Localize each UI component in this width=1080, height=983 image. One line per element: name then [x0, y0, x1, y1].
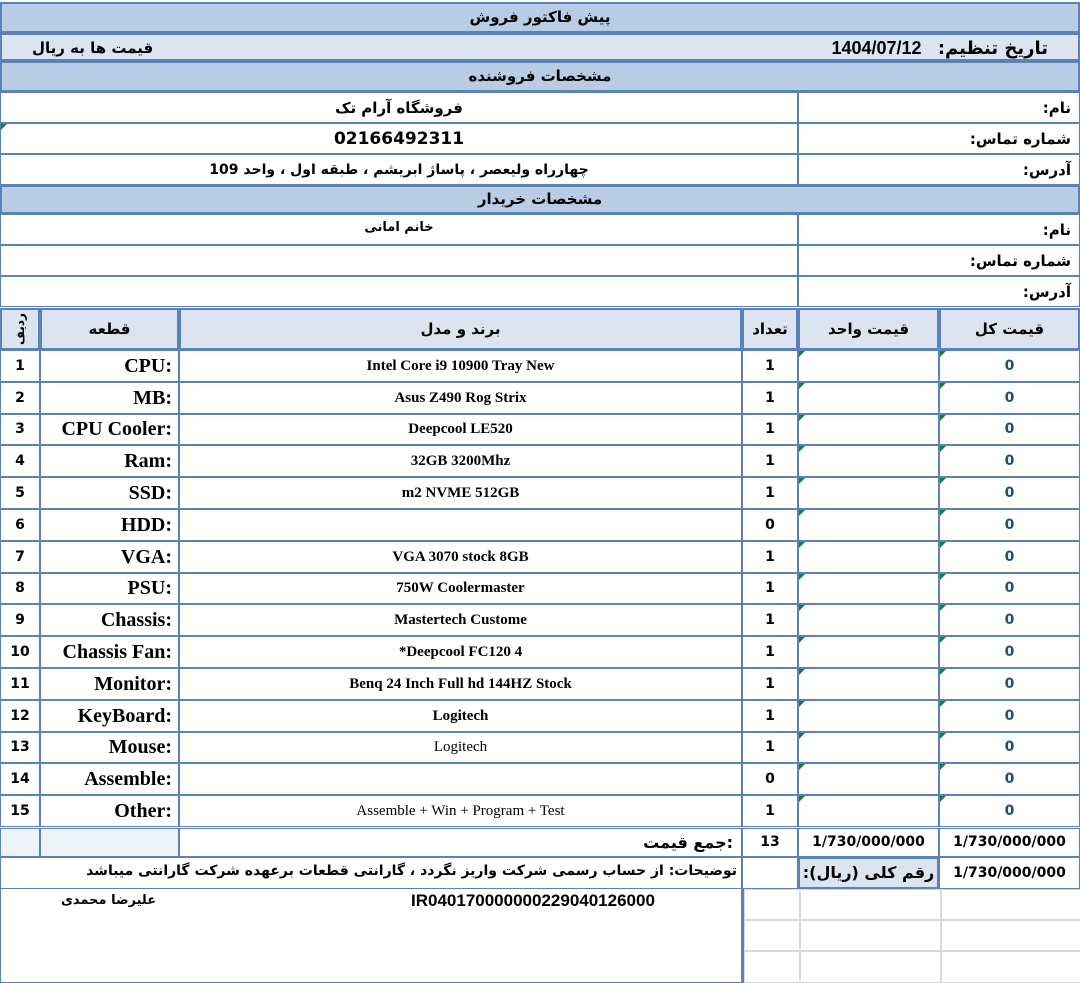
quantity-text: 1 [765, 390, 775, 406]
comment-marker-icon [940, 637, 946, 643]
unit-price[interactable] [798, 414, 939, 445]
total-price [939, 350, 1080, 382]
seller-address[interactable]: چهارراه ولیعصر ، پاساژ ابریشم ، طبقه اول ، واحد 109 [0, 154, 798, 185]
brand-model[interactable] [179, 350, 742, 382]
row-number-text: 13 [10, 739, 30, 755]
unit-price[interactable] [798, 382, 939, 414]
quantity[interactable] [742, 509, 798, 541]
sum-unit-price: 1/730/000/000 [798, 828, 939, 857]
part-name-text: HDD: [120, 514, 172, 536]
date-label [831, 35, 1048, 61]
sum-total-price: 1/730/000/000 [939, 828, 1080, 857]
quantity[interactable] [742, 541, 798, 573]
buyer-name[interactable]: خانم امانی [0, 214, 798, 245]
unit-price[interactable] [798, 477, 939, 509]
quantity[interactable] [742, 732, 798, 763]
bank-info-block [0, 889, 742, 983]
buyer-address[interactable] [0, 276, 798, 307]
part-name [40, 350, 179, 382]
comment-marker-icon [940, 796, 946, 802]
grid-cell [744, 951, 800, 983]
row-number [0, 700, 40, 732]
row-number-text: 4 [15, 453, 25, 469]
comment-marker-icon [799, 478, 805, 484]
total-price-text: 0 [1004, 771, 1015, 787]
row-number-text: 9 [15, 612, 25, 628]
col-header-qty: تعداد [742, 308, 798, 350]
sum-spacer [0, 828, 40, 857]
comment-marker-icon [940, 478, 946, 484]
brand-model[interactable] [179, 795, 742, 827]
quantity[interactable] [742, 763, 798, 795]
part-name-text: Chassis Fan: [62, 641, 172, 663]
part-name-text: Monitor: [94, 673, 172, 695]
comment-marker-icon [799, 510, 805, 516]
comment-marker-icon [799, 796, 805, 802]
part-name [40, 668, 179, 700]
comment-marker-icon [1, 124, 7, 130]
unit-price[interactable] [798, 668, 939, 700]
row-number-text: 15 [10, 803, 30, 819]
total-price-text: 0 [1004, 549, 1015, 565]
brand-model[interactable] [179, 414, 742, 445]
currency-note: قیمت ها به ریال [32, 39, 154, 57]
comment-marker-icon [799, 446, 805, 452]
total-price [939, 732, 1080, 763]
row-number-text: 7 [15, 549, 25, 565]
part-name [40, 795, 179, 827]
grid-cell [941, 951, 1080, 983]
part-name-text: Mouse: [108, 736, 172, 758]
total-price [939, 509, 1080, 541]
comment-marker-icon [799, 574, 805, 580]
part-name-text: VGA: [120, 546, 172, 568]
col-header-row-number [0, 308, 40, 350]
quantity[interactable] [742, 700, 798, 732]
brand-model[interactable] [179, 668, 742, 700]
total-price [939, 604, 1080, 636]
row-number [0, 414, 40, 445]
unit-price[interactable] [798, 350, 939, 382]
quantity-text: 1 [765, 676, 775, 692]
sum-spacer-2 [40, 828, 179, 857]
seller-name-label: نام: [798, 92, 1080, 123]
total-price-text: 0 [1004, 358, 1015, 374]
grid-cell [800, 920, 941, 951]
quantity[interactable] [742, 636, 798, 668]
brand-model-text: *Deepcool FC120 4 [398, 644, 523, 660]
row-number [0, 350, 40, 382]
grid-cell [744, 920, 800, 951]
row-number [0, 763, 40, 795]
part-name-text: MB: [133, 387, 172, 409]
unit-price[interactable] [798, 541, 939, 573]
buyer-phone[interactable] [0, 245, 798, 276]
brand-model[interactable] [179, 573, 742, 604]
total-price [939, 636, 1080, 668]
total-price [939, 541, 1080, 573]
quantity[interactable] [742, 350, 798, 382]
quantity[interactable] [742, 414, 798, 445]
row-number [0, 795, 40, 827]
brand-model[interactable] [179, 636, 742, 668]
brand-model-text: Intel Core i9 10900 Tray New [366, 358, 555, 374]
comment-marker-icon [940, 415, 946, 421]
row-number-text: 3 [15, 421, 25, 437]
brand-model-text: Asus Z490 Rog Strix [394, 390, 527, 406]
quantity[interactable] [742, 795, 798, 827]
total-price-text: 0 [1004, 390, 1015, 406]
sum-qty: 13 [742, 828, 798, 857]
brand-model-text: 750W Coolermaster [396, 580, 525, 596]
quantity-text: 0 [765, 517, 775, 533]
grand-total-value: 1/730/000/000 [939, 857, 1080, 889]
date-row [0, 33, 1080, 61]
total-price-text: 0 [1004, 708, 1015, 724]
grid-cell [941, 920, 1080, 951]
comment-marker-icon [799, 733, 805, 739]
total-price [939, 668, 1080, 700]
row-number [0, 382, 40, 414]
seller-heading: مشخصات فروشنده [0, 61, 1080, 92]
grand-spacer [742, 857, 798, 889]
comment-marker-icon [940, 383, 946, 389]
row-number-text: 6 [15, 517, 25, 533]
brand-model-text: Logitech [433, 739, 488, 755]
buyer-heading: مشخصات خریدار [0, 185, 1080, 214]
total-price [939, 700, 1080, 732]
total-price [939, 445, 1080, 477]
comment-marker-icon [799, 701, 805, 707]
empty-grid-area [742, 889, 1080, 983]
unit-price[interactable] [798, 732, 939, 763]
row-number-text: 2 [15, 390, 25, 406]
comment-marker-icon [799, 351, 805, 357]
sum-label: :جمع قیمت [179, 828, 742, 857]
quantity-text: 1 [765, 739, 775, 755]
grid-cell [744, 889, 800, 920]
seller-name[interactable]: فروشگاه آرام تک [0, 92, 798, 123]
part-name [40, 763, 179, 795]
row-number-text: 14 [10, 771, 30, 787]
part-name [40, 573, 179, 604]
part-name [40, 445, 179, 477]
row-number-text: 12 [10, 708, 30, 724]
row-number-text: 5 [15, 485, 25, 501]
quantity[interactable] [742, 604, 798, 636]
comment-marker-icon [799, 605, 805, 611]
brand-model-text: Assemble + Win + Program + Test [356, 803, 565, 819]
part-name-text: Chassis: [100, 609, 172, 631]
comment-marker-icon [940, 574, 946, 580]
total-price-text: 0 [1004, 612, 1015, 628]
quantity-text: 1 [765, 549, 775, 565]
brand-model[interactable] [179, 509, 742, 541]
quantity-text: 1 [765, 612, 775, 628]
buyer-name-label: نام: [798, 214, 1080, 245]
part-name-text: KeyBoard: [77, 705, 172, 727]
total-price-text: 0 [1004, 421, 1015, 437]
part-name [40, 509, 179, 541]
part-name-text: SSD: [128, 482, 172, 504]
comment-marker-icon [799, 637, 805, 643]
brand-model[interactable] [179, 732, 742, 763]
quantity-text: 1 [765, 485, 775, 501]
unit-price[interactable] [798, 509, 939, 541]
row-number-text: 10 [10, 644, 30, 660]
col-header-total-price: قیمت کل [939, 308, 1080, 350]
unit-price[interactable] [798, 763, 939, 795]
brand-model[interactable] [179, 604, 742, 636]
unit-price[interactable] [798, 573, 939, 604]
buyer-phone-label: شماره تماس: [798, 245, 1080, 276]
brand-model-text: VGA 3070 stock 8GB [392, 549, 529, 565]
date-value[interactable]: 1404/07/12 [831, 38, 922, 58]
comment-marker-icon [940, 764, 946, 770]
comment-marker-icon [940, 446, 946, 452]
brand-model-text: Deepcool LE520 [408, 421, 513, 437]
row-number [0, 668, 40, 700]
comment-marker-icon [799, 764, 805, 770]
quantity[interactable] [742, 573, 798, 604]
part-name [40, 700, 179, 732]
comment-marker-icon [940, 351, 946, 357]
part-name-text: Ram: [124, 450, 172, 472]
total-price-text: 0 [1004, 739, 1015, 755]
col-header-part: قطعه [40, 308, 179, 350]
comment-marker-icon [799, 415, 805, 421]
part-name [40, 636, 179, 668]
part-name [40, 541, 179, 573]
part-name-text: CPU: [124, 355, 172, 377]
brand-model-text: 32GB 3200Mhz [410, 453, 511, 469]
brand-model[interactable] [179, 541, 742, 573]
buyer-address-label: آدرس: [798, 276, 1080, 307]
total-price-text: 0 [1004, 580, 1015, 596]
total-price-text: 0 [1004, 644, 1015, 660]
quantity-text: 1 [765, 421, 775, 437]
unit-price[interactable] [798, 700, 939, 732]
row-number [0, 573, 40, 604]
part-name-text: PSU: [127, 577, 172, 599]
brand-model-text: m2 NVME 512GB [401, 485, 520, 501]
brand-model-text: Mastertech Custome [394, 612, 527, 628]
quantity-text: 1 [765, 803, 775, 819]
brand-model[interactable] [179, 763, 742, 795]
row-number [0, 445, 40, 477]
part-name [40, 477, 179, 509]
total-price-text: 0 [1004, 803, 1015, 819]
comment-marker-icon [940, 605, 946, 611]
comment-marker-icon [940, 510, 946, 516]
quantity[interactable] [742, 477, 798, 509]
invoice-title: پیش فاکتور فروش [0, 2, 1080, 33]
row-number-text: 8 [15, 580, 25, 596]
col-header-brand: برند و مدل [179, 308, 742, 350]
total-price [939, 477, 1080, 509]
total-price [939, 795, 1080, 827]
seller-phone-label: شماره تماس: [798, 123, 1080, 154]
quantity-text: 1 [765, 453, 775, 469]
comment-marker-icon [799, 542, 805, 548]
grid-cell [800, 951, 941, 983]
grand-total-label: :رقم کلی (ریال) [798, 857, 939, 889]
comment-marker-icon [940, 542, 946, 548]
total-price [939, 414, 1080, 445]
row-number [0, 509, 40, 541]
seller-address-label: آدرس: [798, 154, 1080, 185]
part-name [40, 732, 179, 763]
brand-model[interactable] [179, 700, 742, 732]
quantity[interactable] [742, 445, 798, 477]
col-header-unit-price: قیمت واحد [798, 308, 939, 350]
total-price-text: 0 [1004, 517, 1015, 533]
comment-marker-icon [799, 383, 805, 389]
part-name [40, 414, 179, 445]
grid-cell [800, 889, 941, 920]
grid-cell [941, 889, 1080, 920]
unit-price[interactable] [798, 795, 939, 827]
part-name [40, 382, 179, 414]
row-number-text: 11 [10, 676, 30, 692]
quantity-text: 1 [765, 644, 775, 660]
quantity-text: 1 [765, 358, 775, 374]
part-name-text: Assemble: [84, 768, 172, 790]
row-number [0, 604, 40, 636]
total-price [939, 382, 1080, 414]
quantity-text: 1 [765, 580, 775, 596]
total-price-text: 0 [1004, 676, 1015, 692]
comment-marker-icon [799, 669, 805, 675]
brand-model[interactable] [179, 477, 742, 509]
comment-marker-icon [940, 701, 946, 707]
total-price-text: 0 [1004, 453, 1015, 469]
notes-text: توضیحات: از حساب رسمی شرکت واریز نگردد ، گارانتی قطعات برعهده شرکت گارانتی میباشد [0, 857, 742, 889]
comment-marker-icon [940, 669, 946, 675]
brand-model-text: Benq 24 Inch Full hd 144HZ Stock [349, 676, 572, 692]
date-label-text: تاریخ تنظیم: [937, 38, 1048, 59]
brand-model[interactable] [179, 445, 742, 477]
comment-marker-icon [940, 733, 946, 739]
row-number [0, 732, 40, 763]
quantity-text: 1 [765, 708, 775, 724]
total-price-text: 0 [1004, 485, 1015, 501]
brand-model[interactable] [179, 382, 742, 414]
seller-phone-text: 02166492311 [333, 129, 465, 149]
brand-model-text: Logitech [432, 708, 489, 724]
iban-value[interactable]: IR040170000000229040126000 [411, 891, 655, 910]
quantity[interactable] [742, 382, 798, 414]
row-number-text: 1 [15, 358, 25, 374]
quantity-text: 0 [765, 771, 775, 787]
col-row-text: ردیف [13, 313, 27, 345]
seller-phone[interactable] [0, 123, 798, 154]
total-price [939, 763, 1080, 795]
part-name [40, 604, 179, 636]
part-name-text: CPU Cooler: [61, 418, 172, 440]
unit-price[interactable] [798, 636, 939, 668]
total-price [939, 573, 1080, 604]
account-holder: علیرضا محمدی [61, 893, 157, 908]
part-name-text: Other: [114, 800, 172, 822]
row-number [0, 541, 40, 573]
row-number [0, 636, 40, 668]
unit-price[interactable] [798, 604, 939, 636]
row-number [0, 477, 40, 509]
quantity[interactable] [742, 668, 798, 700]
unit-price[interactable] [798, 445, 939, 477]
